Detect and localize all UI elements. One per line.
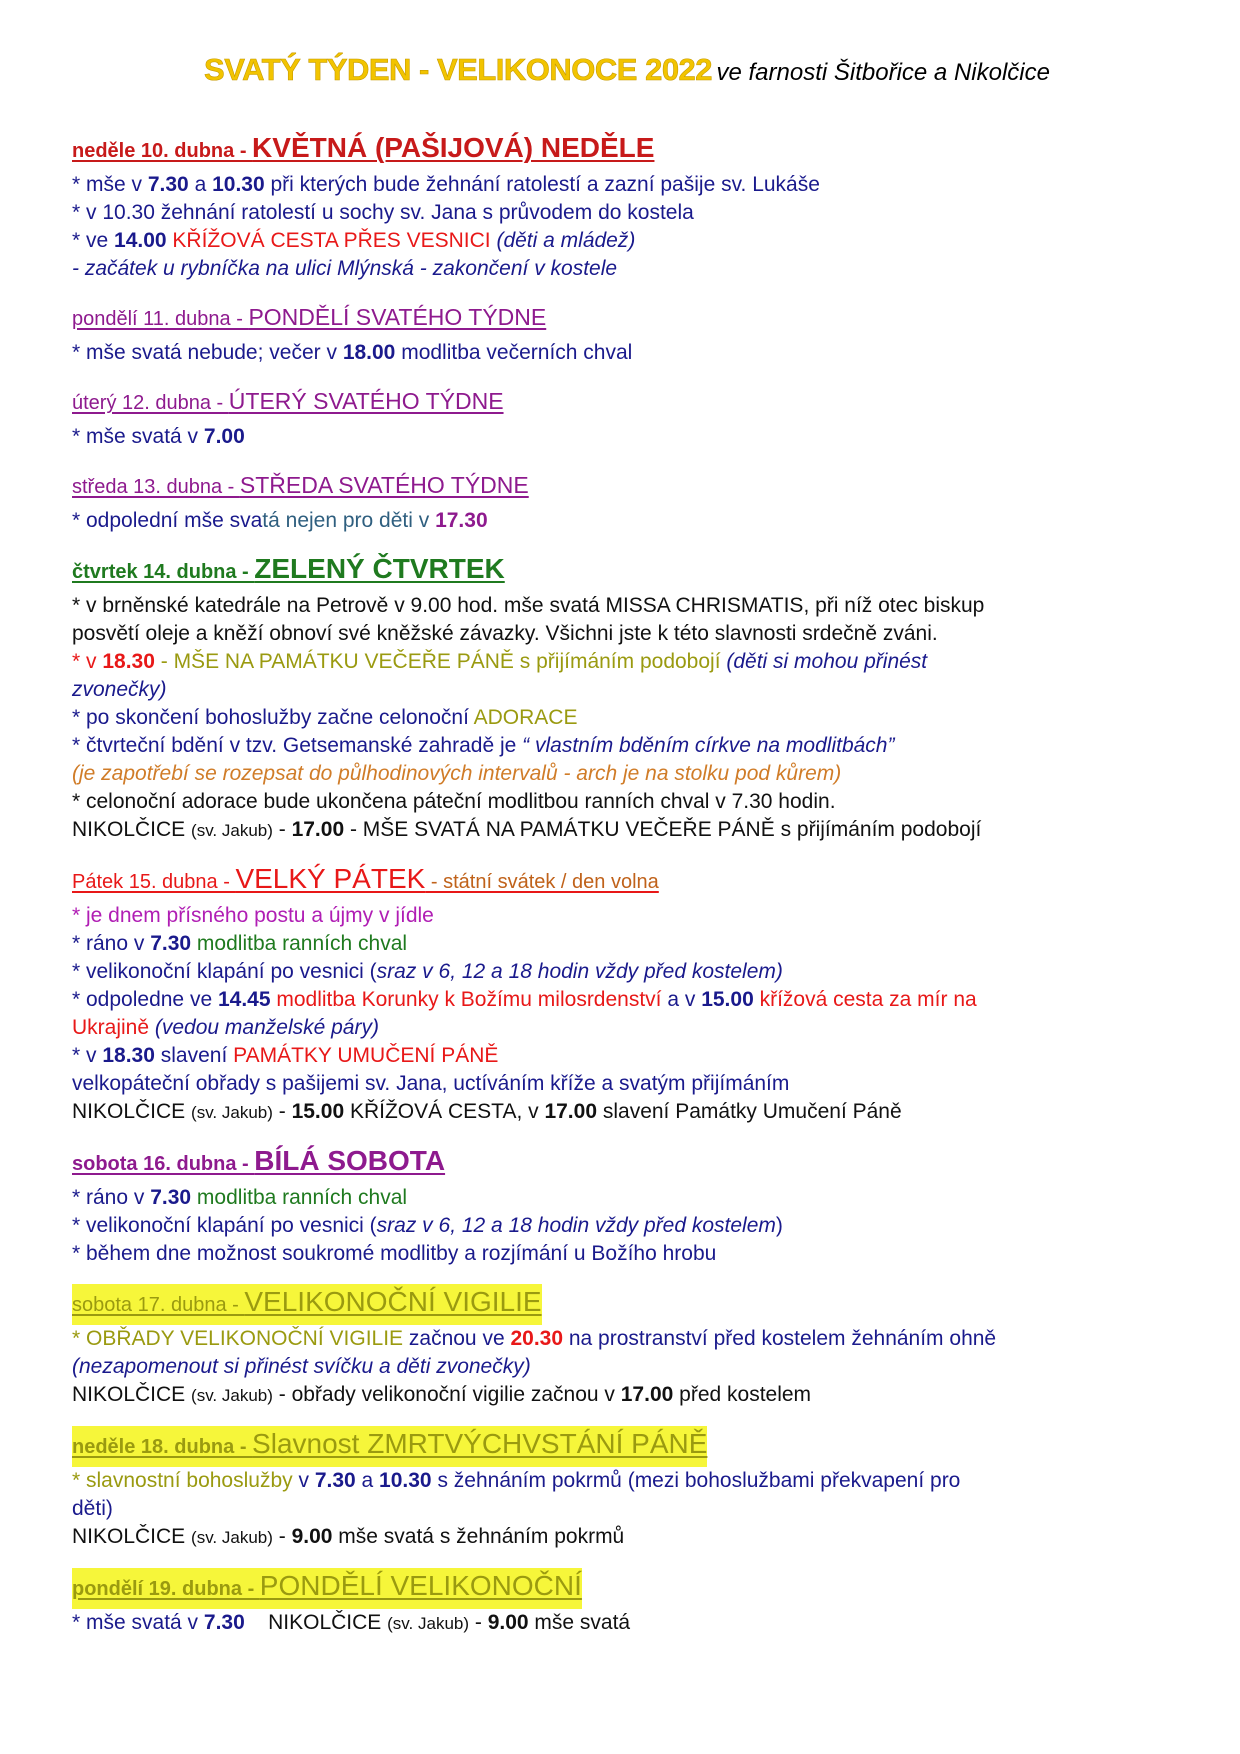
text-line: * odpoledne ve 14.45 modlitba Korunky k Božímu milosrdenství a v 15.00 křížová cesta za mír na — [72, 988, 977, 1011]
section-heading — [72, 1284, 542, 1325]
heading-name: ZELENÝ ČTVRTEK — [254, 553, 505, 584]
text-line: * ve 14.00 KŘÍŽOVÁ CESTA PŘES VESNICI (děti a mládež) — [72, 229, 636, 252]
section-palm-sunday — [72, 130, 1182, 283]
section-holy-tuesday — [72, 383, 1182, 451]
title-sub: ve farnosti Šitbořice a Nikolčice — [716, 59, 1050, 86]
section-heading — [72, 130, 654, 171]
document-page — [72, 52, 1182, 1638]
heading-date: sobota 17. dubna - — [72, 1294, 245, 1316]
section-holy-wednesday — [72, 467, 1182, 535]
text-line: * odpolední mše svatá nejen pro děti v 17.30 — [72, 509, 488, 532]
section-holy-saturday — [72, 1143, 1182, 1268]
heading-name: PONDĚLÍ SVATÉHO TÝDNE — [248, 304, 547, 330]
text-line: * v 18.30 slavení PAMÁTKY UMUČENÍ PÁNĚ — [72, 1044, 499, 1067]
section-heading — [72, 551, 505, 592]
section-heading — [72, 299, 546, 339]
heading-extra: - státní svátek / den volna — [425, 871, 659, 893]
heading-date: pondělí 19. dubna - — [72, 1578, 260, 1600]
text-line: * velikonoční klapání po vesnici (sraz v 6, 12 a 18 hodin vždy před kostelem) — [72, 960, 783, 983]
text-line: * mše svatá nebude; večer v 18.00 modlitba večerních chval — [72, 341, 633, 364]
section-easter-monday — [72, 1568, 1182, 1638]
heading-name: BÍLÁ SOBOTA — [254, 1145, 446, 1176]
text-line: NIKOLČICE (sv. Jakub) - 17.00 - MŠE SVATÁ NA PAMÁTKU VEČEŘE PÁNĚ s přijímáním podobojí — [72, 818, 982, 841]
text-line: * je dnem přísného postu a újmy v jídle — [72, 904, 434, 927]
text-line: posvětí oleje a kněží obnoví své kněžské závazky. Všichni jste k této slavnosti srdečně zváni. — [72, 622, 938, 645]
text-line: * během dne možnost soukromé modlitby a rozjímání u Božího hrobu — [72, 1242, 717, 1265]
text-line: * mše svatá v 7.30 NIKOLČICE (sv. Jakub) - 9.00 mše svatá — [72, 1611, 631, 1634]
text-line: * ráno v 7.30 modlitba ranních chval — [72, 932, 408, 955]
text-line: * ráno v 7.30 modlitba ranních chval — [72, 1186, 408, 1209]
section-good-friday — [72, 861, 1182, 1127]
text-line: NIKOLČICE (sv. Jakub) - 15.00 KŘÍŽOVÁ CESTA, v 17.00 slavení Památky Umučení Páně — [72, 1100, 902, 1123]
text-line: * mše svatá v 7.00 — [72, 425, 245, 448]
text-line: * celonoční adorace bude ukončena páteční modlitbou ranních chval v 7.30 hodin. — [72, 790, 836, 813]
heading-date: úterý 12. dubna - — [72, 392, 229, 414]
section-easter-vigil — [72, 1284, 1182, 1410]
text-line: NIKOLČICE (sv. Jakub) - obřady velikonoční vigilie začnou v 17.00 před kostelem — [72, 1383, 812, 1406]
text-line: * v brněnské katedrále na Petrově v 9.00 hod. mše svatá MISSA CHRISMATIS, při níž otec biskup — [72, 594, 985, 617]
section-heading — [72, 467, 529, 507]
section-heading — [72, 1568, 582, 1609]
text-line: * slavnostní bohoslužby v 7.30 a 10.30 s žehnáním pokrmů (mezi bohoslužbami překvapení pro — [72, 1469, 961, 1492]
title-main: SVATÝ TÝDEN - VELIKONOCE 2022 — [204, 52, 713, 87]
text-line: * čtvrteční bdění v tzv. Getsemanské zahradě je “ vlastním bděním církve na modlitbách” — [72, 734, 895, 757]
text-line: * velikonoční klapání po vesnici (sraz v 6, 12 a 18 hodin vždy před kostelem) — [72, 1214, 783, 1237]
text-line: velkopáteční obřady s pašijemi sv. Jana, uctíváním kříže a svatým přijímáním — [72, 1072, 790, 1095]
text-line: * po skončení bohoslužby začne celonoční ADORACE — [72, 706, 578, 729]
heading-name: STŘEDA SVATÉHO TÝDNE — [239, 472, 529, 498]
heading-name: ÚTERÝ SVATÉHO TÝDNE — [228, 388, 504, 414]
text-line: (je zapotřebí se rozepsat do půlhodinových intervalů - arch je na stolku pod kůrem) — [72, 762, 842, 785]
section-heading — [72, 1143, 445, 1184]
heading-date: neděle 18. dubna - — [72, 1436, 253, 1458]
section-easter-sunday — [72, 1426, 1182, 1552]
text-line: (nezapomenout si přinést svíčku a děti zvonečky) — [72, 1355, 531, 1378]
text-line: * mše v 7.30 a 10.30 při kterých bude žehnání ratolestí a zazní pašije sv. Lukáše — [72, 173, 820, 196]
heading-date: neděle 10. dubna - — [72, 140, 253, 162]
section-holy-monday — [72, 299, 1182, 367]
heading-name: KVĚTNÁ (PAŠIJOVÁ) NEDĚLE — [252, 132, 655, 163]
section-heading — [72, 383, 504, 423]
section-maundy-thursday — [72, 551, 1182, 845]
text-line: - začátek u rybníčka na ulici Mlýnská - zakončení v kostele — [72, 257, 618, 280]
text-line: Ukrajině (vedou manželské páry) — [72, 1016, 379, 1039]
section-heading — [72, 861, 659, 902]
text-line: děti) — [72, 1497, 113, 1520]
heading-name: Slavnost ZMRTVÝCHVSTÁNÍ PÁNĚ — [252, 1428, 708, 1459]
text-line: NIKOLČICE (sv. Jakub) - 9.00 mše svatá s žehnáním pokrmů — [72, 1525, 625, 1548]
text-line: zvonečky) — [72, 678, 167, 701]
heading-name: PONDĚLÍ VELIKONOČNÍ — [259, 1570, 582, 1601]
text-line: * OBŘADY VELIKONOČNÍ VIGILIE začnou ve 20.30 na prostranství před kostelem žehnáním ohně — [72, 1327, 997, 1350]
page-title — [72, 52, 1182, 88]
section-heading — [72, 1426, 707, 1467]
heading-date: středa 13. dubna - — [72, 476, 240, 498]
heading-date: pondělí 11. dubna - — [72, 308, 249, 330]
heading-date: Pátek 15. dubna - — [72, 871, 236, 893]
text-line: * v 18.30 - MŠE NA PAMÁTKU VEČEŘE PÁNĚ s přijímáním podobojí (děti si mohou přinést — [72, 650, 928, 673]
heading-date: sobota 16. dubna - — [72, 1153, 255, 1175]
heading-date: čtvrtek 14. dubna - — [72, 561, 255, 583]
heading-name: VELIKONOČNÍ VIGILIE — [244, 1286, 542, 1317]
heading-name: VELKÝ PÁTEK — [235, 863, 426, 894]
text-line: * v 10.30 žehnání ratolestí u sochy sv. Jana s průvodem do kostela — [72, 201, 694, 224]
